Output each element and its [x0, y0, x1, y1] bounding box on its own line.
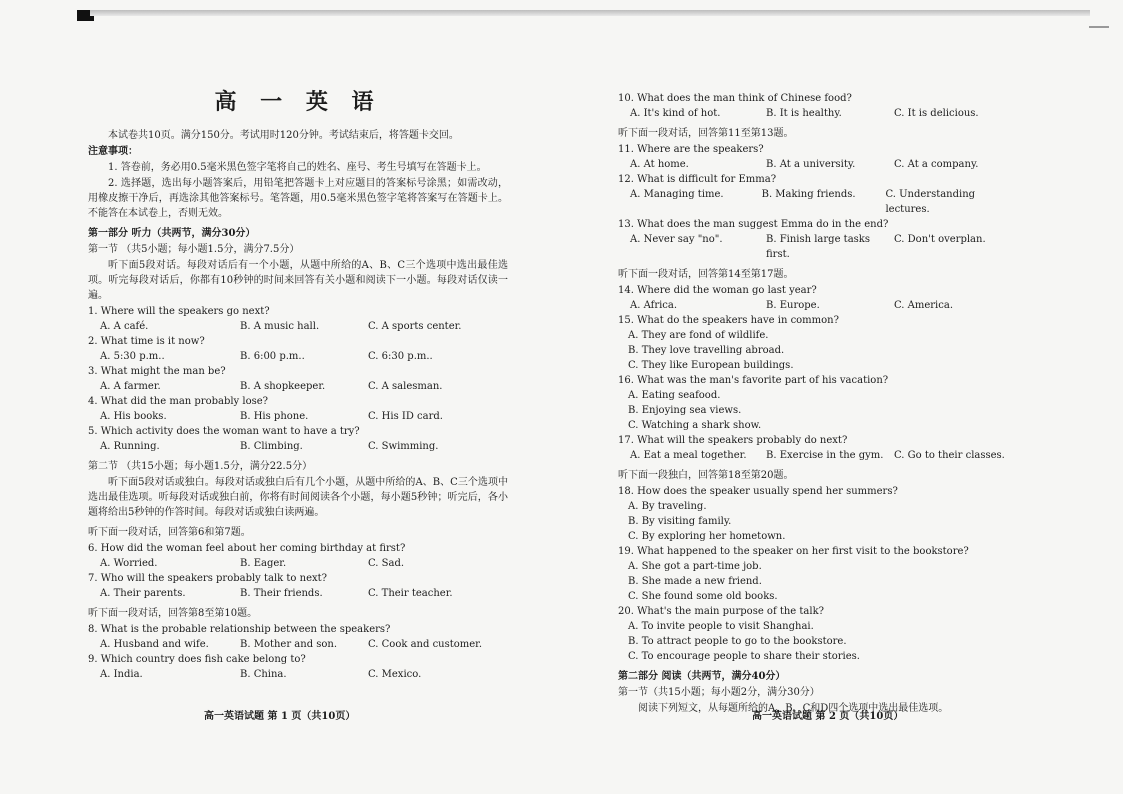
exam-title: 高 一 英 语: [214, 90, 382, 115]
question-stem: 15. What do the speakers have in common?: [618, 315, 839, 326]
listening-direction: 听下面一段对话，回答第8至第10题。: [88, 608, 258, 619]
question: [88, 304, 508, 334]
question: [618, 283, 1018, 313]
options-row: [630, 232, 1018, 262]
page-1: [88, 88, 508, 682]
question-stem: 20. What's the main purpose of the talk?: [618, 606, 824, 617]
options-row: [630, 298, 1018, 313]
question-stem: 12. What is difficult for Emma?: [618, 174, 777, 185]
option-a: A. Eat a meal together.: [630, 450, 747, 461]
option-b: B. They love travelling abroad.: [628, 345, 785, 356]
option-c: C. His ID card.: [368, 411, 443, 422]
question-stem: 16. What was the man's favorite part of his vacation?: [618, 375, 889, 386]
options-row: [100, 667, 508, 682]
question: [88, 652, 508, 682]
option-a: A. Their parents.: [100, 588, 186, 599]
option-a: A. India.: [100, 669, 143, 680]
listening-direction: 听下面一段对话，回答第6和第7题。: [88, 527, 251, 538]
option-a: A. They are fond of wildlife.: [628, 330, 769, 341]
option-b: B. Mother and son.: [240, 639, 338, 650]
question-stem: 13. What does the man suggest Emma do in the end?: [618, 219, 889, 230]
section-instructions: 阅读下列短文，从每题所给的A、B、C和D四个选项中选出最佳选项。: [638, 703, 949, 714]
listening-direction: 听下面一段对话，回答第11至第13题。: [618, 128, 794, 139]
option-c: C. Swimming.: [368, 441, 439, 452]
section-heading: 第二节 （共15小题；每小题1.5分，满分22.5分）: [88, 461, 313, 472]
question: [618, 604, 1018, 664]
option-b: B. 6:00 p.m..: [240, 351, 305, 362]
question-stem: 4. What did the man probably lose?: [88, 396, 269, 407]
question-stem: 14. Where did the woman go last year?: [618, 285, 817, 296]
option-a: A. At home.: [630, 159, 689, 170]
section-instructions: 听下面5段对话。每段对话后有一个小题，从题中所给的A、B、C三个选项中选出最佳选项。听完每段对话后，你都有10秒钟的时间来回答有关小题和阅读下一小题。每段对话仅读一遍。: [88, 260, 508, 301]
question: [618, 544, 1018, 604]
option-c: C. 6:30 p.m..: [368, 351, 433, 362]
notice-heading: 注意事项：: [88, 146, 138, 157]
options-row: [100, 349, 508, 364]
page-footer: 高一英语试题 第 1 页（共10页）: [204, 711, 356, 722]
option-c: C. Understanding lectures.: [885, 189, 976, 215]
listening-direction: 听下面一段对话，回答第14至第17题。: [618, 269, 794, 280]
question: [618, 172, 1018, 217]
section-instructions: 听下面5段对话或独白。每段对话或独白后有几个小题，从题中所给的A、B、C三个选项中选出最佳选项。听每段对话或独白前，你将有时间阅读各个小题，每小题5秒钟；听完后，各小题将给出5秒钟的作答时间。每段对话或独白读两遍。: [88, 477, 508, 518]
option-c: C. By exploring her hometown.: [628, 531, 786, 542]
exam-intro: 本试卷共10页。满分150分。考试用时120分钟。考试结束后，将答题卡交回。: [108, 130, 459, 141]
question: [618, 91, 1018, 121]
question-stem: 3. What might the man be?: [88, 366, 226, 377]
option-a: A. A farmer.: [100, 381, 161, 392]
option-c: C. America.: [894, 300, 953, 311]
question: [88, 394, 508, 424]
option-b: B. Enjoying sea views.: [628, 405, 742, 416]
option-b: B. His phone.: [240, 411, 309, 422]
option-b: B. A music hall.: [240, 321, 320, 332]
margin-mark: [1089, 26, 1109, 28]
question: [88, 622, 508, 652]
option-c: C. Watching a shark show.: [628, 420, 762, 431]
option-b: B. By visiting family.: [628, 516, 732, 527]
option-b: B. Exercise in the gym.: [766, 450, 884, 461]
options-row: [100, 319, 508, 334]
question: [88, 334, 508, 364]
option-b: B. Their friends.: [240, 588, 323, 599]
option-a: A. Managing time.: [630, 189, 724, 200]
options-row: [630, 106, 1018, 121]
question-stem: 5. Which activity does the woman want to have a try?: [88, 426, 360, 437]
question: [618, 433, 1018, 463]
option-a: A. His books.: [100, 411, 167, 422]
option-a: A. Husband and wife.: [100, 639, 209, 650]
question-stem: 6. How did the woman feel about her coming birthday at first?: [88, 543, 406, 554]
option-a: A. It's kind of hot.: [630, 108, 721, 119]
option-c: C. A sports center.: [368, 321, 462, 332]
option-a: A. To invite people to visit Shanghai.: [628, 621, 814, 632]
question-stem: 2. What time is it now?: [88, 336, 205, 347]
question-stem: 8. What is the probable relationship between the speakers?: [88, 624, 391, 635]
question-stem: 19. What happened to the speaker on her first visit to the bookstore?: [618, 546, 969, 557]
option-c: C. Sad.: [368, 558, 405, 569]
option-c: C. At a company.: [894, 159, 979, 170]
option-b: B. Eager.: [240, 558, 287, 569]
page-2: [618, 91, 1018, 717]
question: [618, 373, 1018, 433]
option-a: A. Eating seafood.: [628, 390, 721, 401]
page-footer: 高一英语试题 第 2 页（共10页）: [752, 711, 904, 722]
option-a: A. She got a part-time job.: [628, 561, 762, 572]
section-heading: 第一节（共15小题；每小题2分，满分30分）: [618, 687, 820, 698]
notice-item: 2. 选择题，选出每小题答案后，用铅笔把答题卡上对应题目的答案标号涂黑；如需改动，用橡皮擦干净后，再选涂其他答案标号。笔答题，用0.5毫米黑色签字笔将答案写在答题卡上。不能答在本试卷上，否则无效。: [88, 178, 508, 219]
options-row: [630, 157, 1018, 172]
option-b: B. Finish large tasks first.: [766, 234, 870, 260]
options-row: [100, 379, 508, 394]
question-stem: 11. Where are the speakers?: [618, 144, 764, 155]
options-row: [100, 637, 508, 652]
option-b: B. She made a new friend.: [628, 576, 762, 587]
option-a: A. Running.: [100, 441, 160, 452]
part-heading: 第一部分 听力（共两节，满分30分）: [88, 228, 256, 239]
options-row: [630, 187, 1018, 217]
option-a: A. 5:30 p.m..: [100, 351, 165, 362]
question-stem: 10. What does the man think of Chinese food?: [618, 93, 852, 104]
question-stem: 9. Which country does fish cake belong to?: [88, 654, 306, 665]
option-c: C. To encourage people to share their stories.: [628, 651, 860, 662]
question: [88, 364, 508, 394]
options-row: [100, 586, 508, 601]
question: [88, 541, 508, 571]
option-a: A. Africa.: [630, 300, 678, 311]
options-row: [100, 556, 508, 571]
option-b: B. At a university.: [766, 159, 856, 170]
option-c: C. Don't overplan.: [894, 234, 986, 245]
options-row: [100, 409, 508, 424]
option-c: C. A salesman.: [368, 381, 443, 392]
question-stem: 1. Where will the speakers go next?: [88, 306, 270, 317]
question: [618, 142, 1018, 172]
option-b: B. Making friends.: [761, 189, 856, 200]
option-b: B. It is healthy.: [766, 108, 842, 119]
listening-direction: 听下面一段独白，回答第18至第20题。: [618, 470, 794, 481]
option-b: B. China.: [240, 669, 287, 680]
question-stem: 18. How does the speaker usually spend her summers?: [618, 486, 898, 497]
option-c: C. It is delicious.: [894, 108, 979, 119]
option-a: A. Never say "no".: [630, 234, 723, 245]
question-stem: 7. Who will the speakers probably talk to next?: [88, 573, 328, 584]
question: [88, 424, 508, 454]
part-heading: 第二部分 阅读（共两节，满分40分）: [618, 671, 786, 682]
options-row: [100, 439, 508, 454]
options-row: [630, 448, 1018, 463]
question-stem: 17. What will the speakers probably do next?: [618, 435, 848, 446]
option-a: A. A café.: [100, 321, 149, 332]
question: [618, 217, 1018, 262]
option-c: C. Cook and customer.: [368, 639, 483, 650]
notice-item: 1. 答卷前，务必用0.5毫米黑色签字笔将自己的姓名、座号、考生号填写在答题卡上。: [108, 162, 487, 173]
option-c: C. She found some old books.: [628, 591, 778, 602]
option-a: A. By traveling.: [628, 501, 707, 512]
option-a: A. Worried.: [100, 558, 158, 569]
option-b: B. A shopkeeper.: [240, 381, 326, 392]
option-b: B. Climbing.: [240, 441, 303, 452]
option-c: C. Their teacher.: [368, 588, 453, 599]
question: [618, 484, 1018, 544]
scan-edge: [90, 10, 1090, 16]
question: [618, 313, 1018, 373]
section-heading: 第一节 （共5小题；每小题1.5分，满分7.5分）: [88, 244, 300, 255]
option-c: C. They like European buildings.: [628, 360, 794, 371]
option-b: B. Europe.: [766, 300, 820, 311]
option-c: C. Go to their classes.: [894, 450, 1005, 461]
question: [88, 571, 508, 601]
option-c: C. Mexico.: [368, 669, 422, 680]
option-b: B. To attract people to go to the bookstore.: [628, 636, 847, 647]
